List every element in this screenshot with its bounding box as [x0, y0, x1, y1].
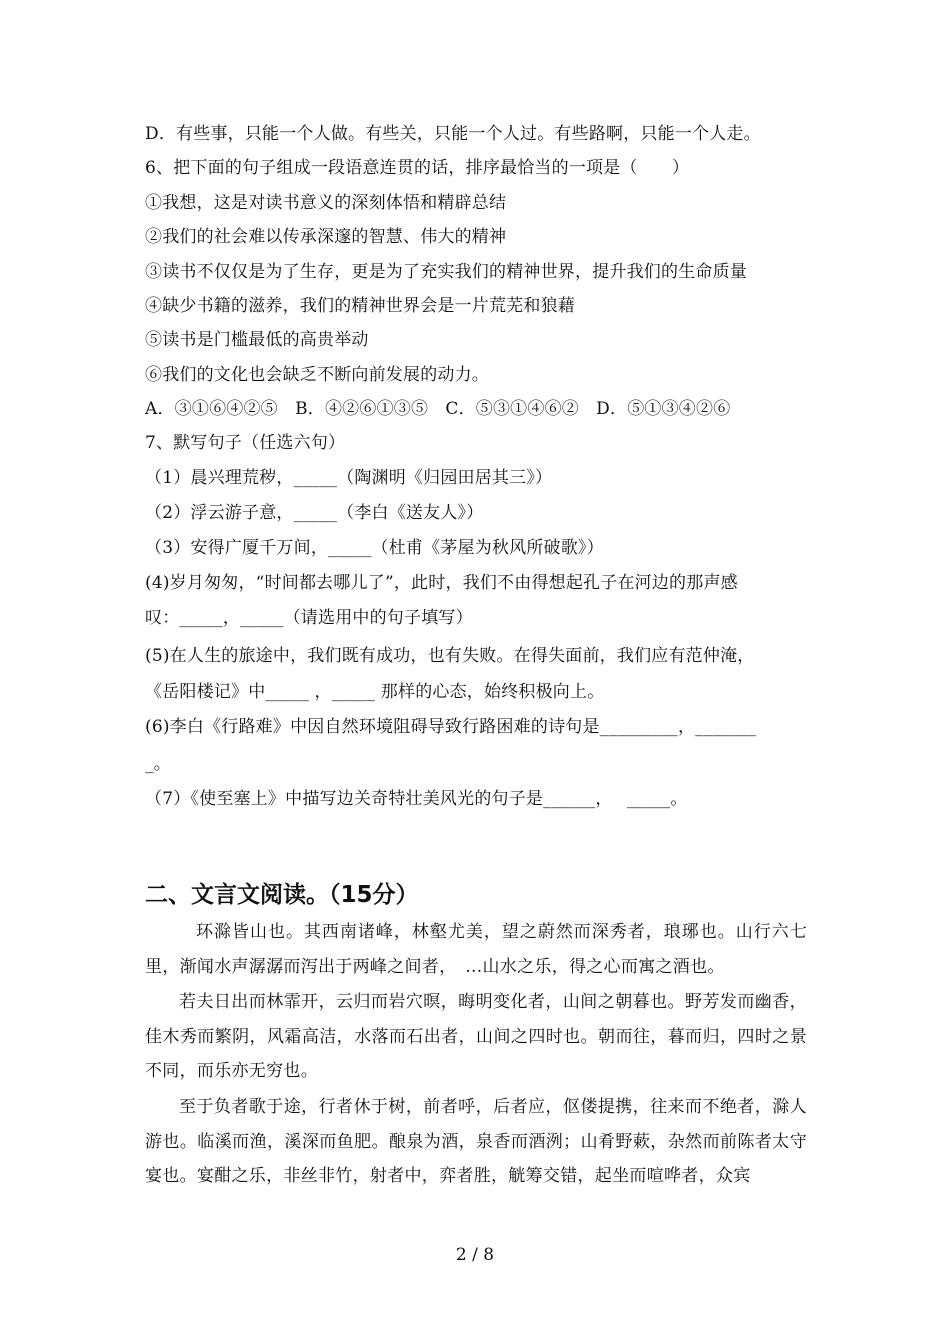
q7-item-6-line-2: _。: [145, 754, 171, 774]
q7-item-1: （1）晨兴理荒秽，_____（陶渊明《归园田居其三》）: [145, 468, 553, 488]
page-number: 2 / 8: [455, 1245, 495, 1265]
q6-sentence-1: ①我想，这是对读书意义的深刻体悟和精辟总结: [145, 193, 507, 213]
q6-sentence-2: ②我们的社会难以传承深邃的智慧、伟大的精神: [145, 227, 507, 247]
q6-sentence-6: ⑥我们的文化也会缺乏不断向前发展的动力。: [145, 365, 489, 385]
q7-item-7: （7）《使至塞上》中描写边关奇特壮美风光的句子是______， _____。: [145, 789, 688, 809]
q6-stem: 6、把下面的句子组成一段语意连贯的话，排序最恰当的一项是（ ）: [145, 158, 690, 178]
q7-item-5-line-2: 《岳阳楼记》中_____ ，_____ 那样的心态，始终积极向上。: [145, 682, 605, 702]
section-heading: 二、文言文阅读。（15分）: [145, 882, 419, 908]
q5-option-d: D．有些事，只能一个人做。有些关，只能一个人过。有些路啊，只能一个人走。: [145, 124, 761, 144]
q7-item-6-line-1: (6)李白《行路难》中因自然环境阻碍导致行路困难的诗句是_________，_______: [145, 717, 757, 737]
q6-sentence-5: ⑤读书是门槛最低的高贵举动: [145, 330, 369, 350]
q6-sentence-4: ④缺少书籍的滋养，我们的精神世界会是一片荒芜和狼藉: [145, 296, 575, 316]
q7-item-2: （2）浮云游子意，_____（李白《送友人》）: [145, 503, 484, 523]
q7-item-4-line-1: (4)岁月匆匆，“时间都去哪儿了”，此时，我们不由得想起孔子在河边的那声感: [145, 573, 738, 593]
q7-stem: 7、默写句子（任选六句）: [145, 433, 346, 453]
passage-paragraph-2: 若夫日出而林霏开，云归而岩穴暝，晦明变化者，山间之朝暮也。野芳发而幽香，佳木秀而繁阴，风霜高洁，水落而石出者，山间之四时也。朝而往，暮而归，四时之景不同，而乐亦无穷也。: [145, 992, 807, 1081]
passage-paragraph-1: 环滁皆山也。其西南诸峰，林壑尤美，望之蔚然而深秀者，琅琊也。山行六七里，渐闻水声潺潺而泻出于两峰之间者， …山水之乐，得之心而寓之酒也。: [145, 922, 807, 977]
q7-item-5-line-1: (5)在人生的旅途中，我们既有成功，也有失败。在得失面前，我们应有范仲淹，: [145, 646, 755, 666]
q7-item-3: （3）安得广厦千万间，_____（杜甫《茅屋为秋风所破歌》）: [145, 538, 604, 558]
passage-paragraph-3: 至于负者歌于途，行者休于树，前者呼，后者应，伛偻提携，往来而不绝者，滁人游也。临溪而渔，溪深而鱼肥。酿泉为酒，泉香而酒洌；山肴野蔌，杂然而前陈者太守宴也。宴酣之乐，非丝非竹，射者中，弈者胜，觥筹交错，起坐而喧哗者，众宾: [145, 1097, 807, 1186]
q6-options: A．③①⑥④②⑤ B．④②⑥①③⑤ C．⑤③①④⑥② D．⑤①③④②⑥: [145, 399, 731, 419]
q7-item-4-line-2: 叹：_____，_____（请选用中的句子填写）: [145, 608, 473, 628]
q6-sentence-3: ③读书不仅仅是为了生存，更是为了充实我们的精神世界，提升我们的生命质量: [145, 262, 747, 282]
